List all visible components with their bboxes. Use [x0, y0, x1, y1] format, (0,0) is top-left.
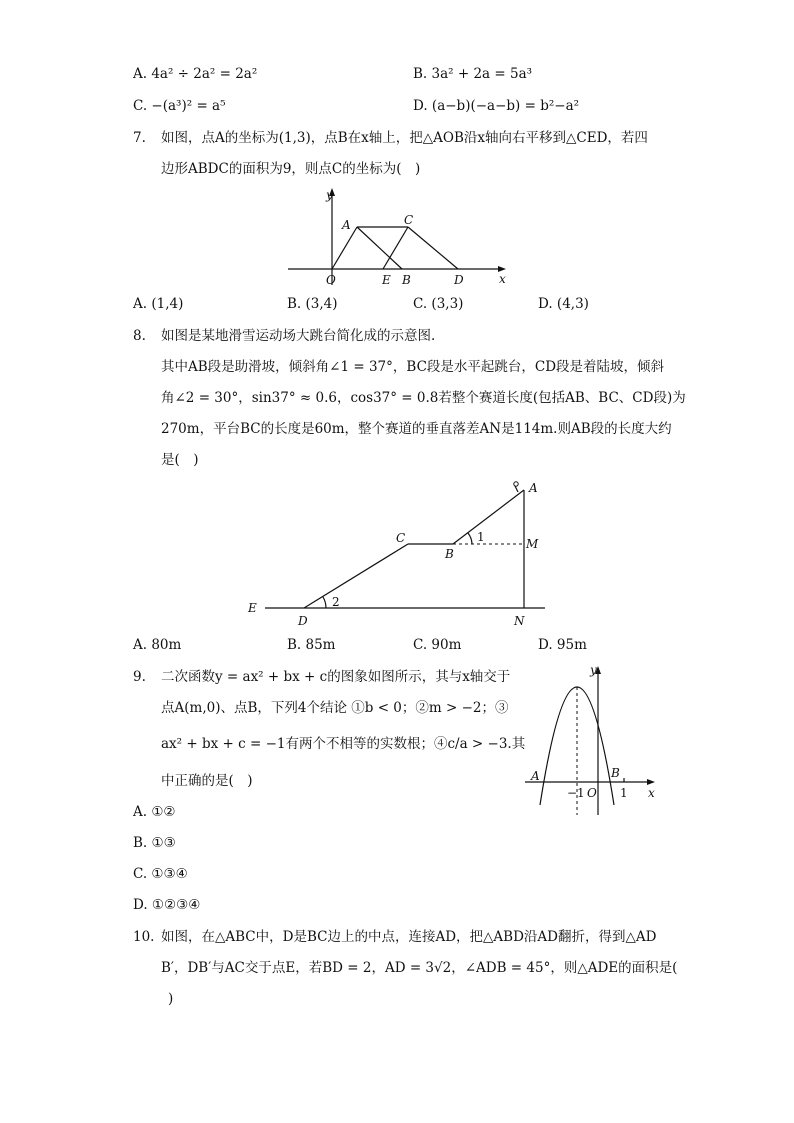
- q8-number: 8.: [133, 328, 146, 344]
- q8-label-angle1: 1: [477, 530, 485, 544]
- q7-option-a: A. (1,4): [133, 296, 184, 312]
- q9-option-d: D. ①②③④: [133, 897, 201, 913]
- q9-x-arrow: [647, 779, 655, 785]
- q9-option-a: A. ①②: [133, 804, 176, 820]
- q7-label-b: B: [402, 273, 411, 287]
- q9-label-o: O: [587, 786, 597, 800]
- q8-option-c: C. 90m: [413, 637, 462, 653]
- q8-option-b: B. 85m: [287, 637, 336, 653]
- q9-option-b: B. ①③: [133, 835, 176, 851]
- q7-seg-cd: [408, 227, 458, 269]
- q7-stem-line2: 边形ABDC的面积为9，则点C的坐标为( ): [161, 161, 421, 177]
- q8-label-c: C: [396, 531, 406, 545]
- q10-number: 10.: [133, 929, 155, 945]
- q8-label-b: B: [445, 547, 454, 561]
- q8-stem-line2: 其中AB段是助滑坡，倾斜角∠1 = 37°，BC段是水平起跳台，CD段是着陆坡，倾斜: [161, 359, 665, 375]
- q8-stem-line5: 是( ): [161, 452, 199, 468]
- q10-stem-line1: 如图，在△ABC中，D是BC边上的中点，连接AD，把△ABD沿AD翻折，得到△AD: [161, 929, 657, 945]
- q9-stem-line3: ax² + bx + c = −1有两个不相等的实数根；④c/a > −3.其: [161, 736, 526, 752]
- q7-seg-ao: [332, 227, 357, 269]
- q8-label-angle2: 2: [332, 595, 340, 609]
- q8-label-e: E: [248, 601, 257, 615]
- q8-option-a: A. 80m: [133, 637, 182, 653]
- q9-stem-line1: 二次函数y = ax² + bx + c的图象如图所示，其与x轴交于: [161, 669, 511, 685]
- q7-label-y: y: [326, 188, 333, 202]
- q7-label-o: O: [326, 273, 336, 287]
- q7-label-e: E: [382, 273, 391, 287]
- q8-seg-ba: [453, 490, 524, 544]
- q8-option-d: D. 95m: [538, 637, 587, 653]
- q9-stem-line4: 中正确的是( ): [161, 773, 253, 789]
- q7-option-b: B. (3,4): [287, 296, 338, 312]
- q9-option-c: C. ①③④: [133, 866, 188, 882]
- q8-label-d: D: [298, 614, 308, 628]
- q7-number: 7.: [133, 130, 146, 146]
- q9-label-neg1: −1: [567, 786, 585, 800]
- q8-figure: [240, 474, 560, 629]
- q7-stem-line1: 如图，点A的坐标为(1,3)，点B在x轴上，把△AOB沿x轴向右平移到△CED，若四: [161, 130, 648, 146]
- q6-option-a: A. 4a² ÷ 2a² = 2a²: [133, 66, 258, 82]
- q7-option-d: D. (4,3): [538, 296, 589, 312]
- q6-option-d: D. (a−b)(−a−b) = b²−a²: [413, 98, 580, 114]
- q9-stem-line2: 点A(m,0)、点B，下列4个结论 ①b < 0；②m > −2；③: [161, 700, 509, 716]
- q9-figure: [520, 660, 665, 820]
- q9-label-a: A: [531, 769, 540, 783]
- q8-skier-icon: [514, 482, 518, 486]
- q6-option-c: C. −(a³)² = a⁵: [133, 98, 226, 114]
- q8-stem-line4: 270m，平台BC的长度是60m，整个赛道的垂直落差AN是114m.则AB段的长度大约: [161, 421, 672, 437]
- q7-figure: [280, 185, 520, 290]
- q8-skier-body: [515, 486, 518, 492]
- q7-label-d: D: [454, 273, 464, 287]
- q8-label-a: A: [529, 481, 538, 495]
- q8-stem-line3: 角∠2 = 30°，sin37° ≈ 0.6，cos37° = 0.8若整个赛道长度(包括AB、BC、CD段)为: [161, 390, 686, 406]
- q10-stem-line2: B′，DB′与AC交于点E，若BD = 2，AD = 3√2，∠ADB = 45°，则△ADE的面积是(: [161, 960, 678, 976]
- q9-label-y: y: [590, 663, 597, 677]
- q7-option-c: C. (3,3): [413, 296, 464, 312]
- q7-label-a: A: [342, 218, 351, 232]
- q9-label-1: 1: [620, 786, 628, 800]
- q7-label-x: x: [499, 272, 506, 286]
- q7-label-c: C: [404, 213, 414, 227]
- q9-label-x: x: [648, 786, 655, 800]
- q8-angle1-arc: [468, 533, 472, 544]
- q8-label-n: N: [514, 614, 525, 628]
- q9-number: 9.: [133, 669, 146, 685]
- q9-label-b: B: [611, 766, 620, 780]
- q8-angle2-arc: [323, 597, 326, 608]
- q6-option-b: B. 3a² + 2a = 5a³: [413, 66, 533, 82]
- q8-stem-line1: 如图是某地滑雪运动场大跳台简化成的示意图.: [161, 328, 436, 344]
- q8-seg-dc: [304, 544, 408, 608]
- q8-label-m: M: [526, 537, 539, 551]
- q10-stem-line3: ): [168, 991, 174, 1007]
